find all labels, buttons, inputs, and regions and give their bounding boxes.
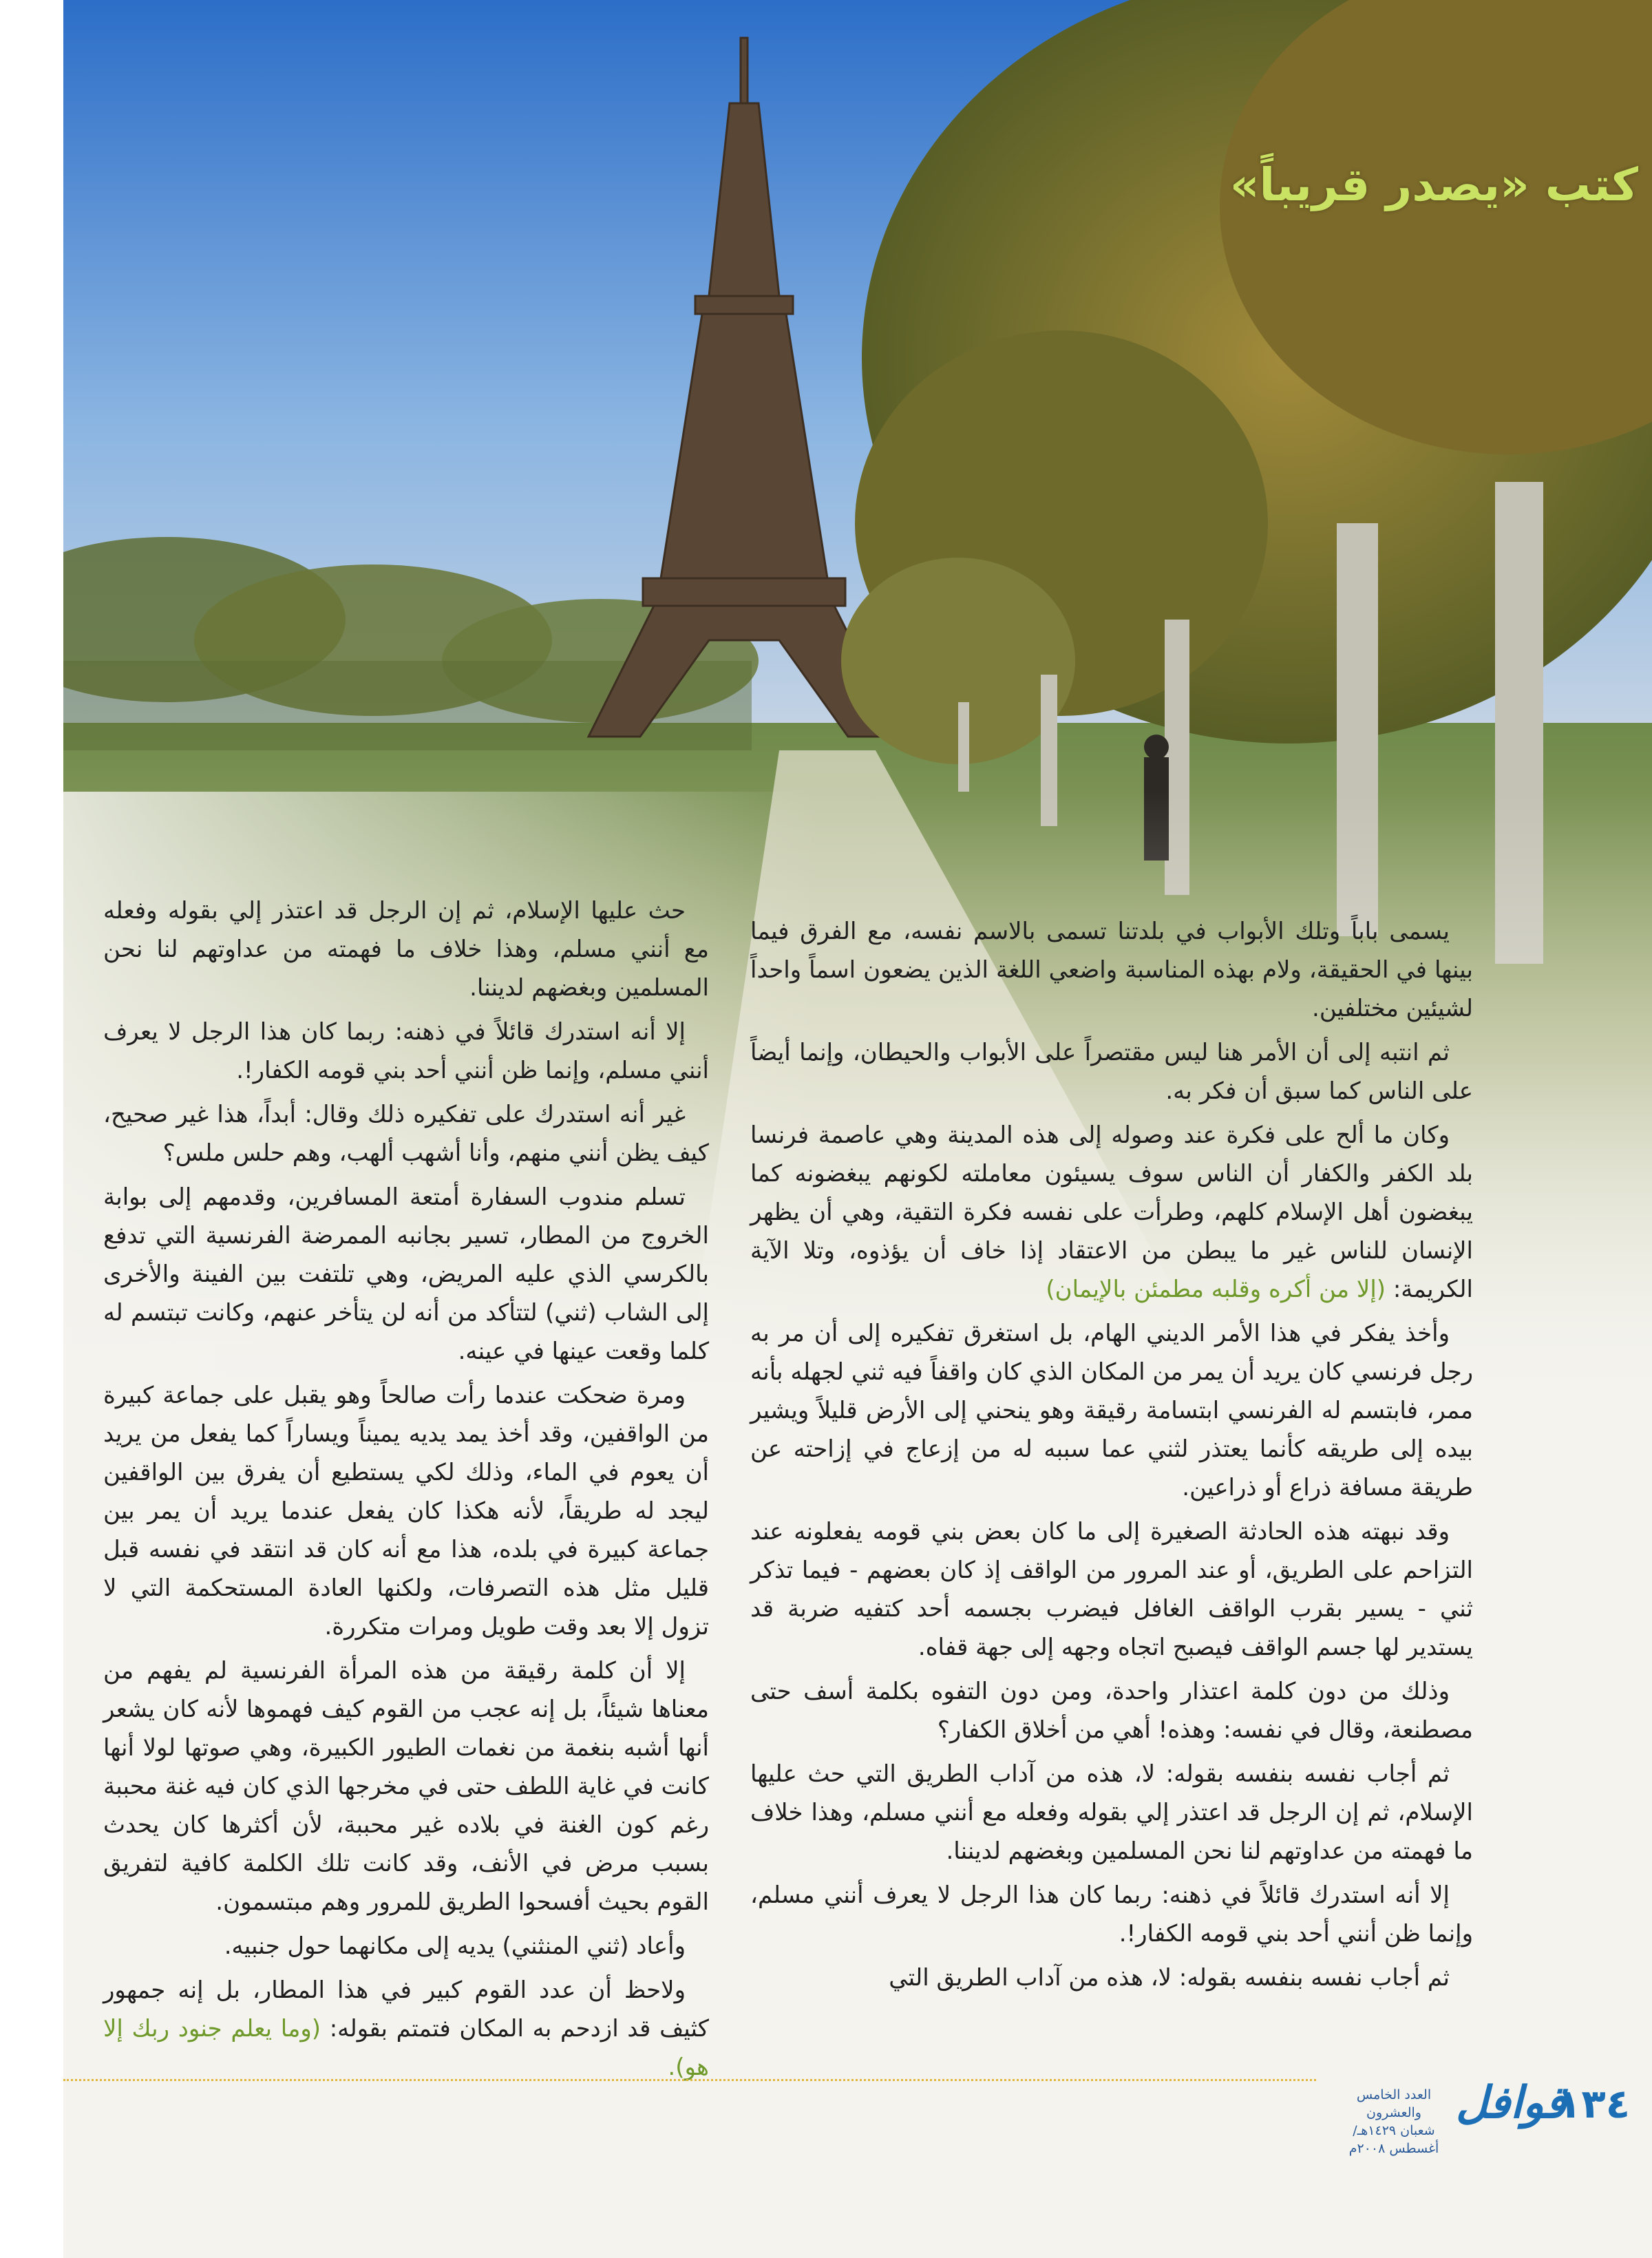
issue-date: شعبان ١٤٢٩هـ/ أغسطس ٢٠٠٨م: [1348, 2123, 1439, 2156]
paragraph: وذلك من دون كلمة اعتذار واحدة، ومن دون التفوه بكلمة أسف حتى مصطنعة، وقال في نفسه: وهذه! أهي من أخلاق الكفار؟: [750, 1678, 1473, 1744]
quran-verse: (وما يعلم جنود ربك إلا هو).: [103, 2015, 709, 2081]
paragraph: [103, 1971, 709, 2087]
issue-info: [1335, 2086, 1452, 2157]
article-column-right: [750, 912, 1473, 2003]
article-column-left: [103, 891, 709, 2092]
footer-divider: [63, 2079, 1316, 2081]
section-title: كتب «يصدر قريباً»: [1229, 158, 1638, 211]
paragraph-text: وكان ما ألح على فكرة عند وصوله إلى هذه المدينة وهي عاصمة فرنسا بلد الكفر والكفار أن الناس سوف يسيئون معاملته لكونهم يبغضونه كما يبغضون أهل الإسلام كلهم، وطرأت على نفسه فكرة التقية، وهي أن يظهر الإنسان للناس غير ما يبطن من الاعتقاد إذا خاف أن يؤذوه، وتلا الآية الكريمة:: [750, 1121, 1473, 1303]
paragraph: وأخذ يفكر في هذا الأمر الديني الهام، بل استغرق تفكيره إلى أن مر به رجل فرنسي كان يريد أن يمر من المكان الذي كان واقفاً فيه ثني لجهله بأنه ممر، فابتسم له الفرنسي ابتسامة رقيقة وهو ينحني إلى الأرض قليلاً ويشير بيده إلى طريقه كأنما يعتذر لثني عما سببه له من إزعاج في إزاحته عن طريقة مسافة ذراع أو ذراعين.: [750, 1320, 1473, 1501]
paragraph: تسلم مندوب السفارة أمتعة المسافرين، وقدمهم إلى بوابة الخروج من المطار، تسير بجانبه الممرضة الفرنسية التي تدفع بالكرسي الذي عليه المريض، وهي تلتفت بين الفينة والأخرى إلى الشاب (ثني) لتتأكد من أنه لن يتأخر عنهم، وكانت تبتسم له كلما وقعت عينها في عينه.: [103, 1183, 709, 1365]
paragraph-text: ولاحظ أن عدد القوم كبير في هذا المطار، بل إنه جمهور كثيف قد ازدحم به المكان فتمتم بقوله:: [103, 1976, 709, 2043]
magazine-logo: قوافل: [1456, 2078, 1567, 2129]
quran-verse: (إلا من أكره وقلبه مطمئن بالإيمان): [1046, 1276, 1386, 1303]
paragraph: وقد نبهته هذه الحادثة الصغيرة إلى ما كان بعض بني قومه يفعلونه عند التزاحم على الطريق، أو عند المرور من الواقف إذ كان بعضهم - فيما تذكر ثني - يسير بقرب الواقف الغافل فيضرب بجسمه أحد كتفيه ضربة قد يستدير لها جسم الواقف فيصبح اتجاه وجهه إلى جهة قفاه.: [750, 1518, 1473, 1661]
paragraph: إلا أنه استدرك قائلاً في ذهنه: ربما كان هذا الرجل لا يعرف أنني مسلم، وإنما ظن أنني أحد بني قومه الكفار!.: [103, 1018, 709, 1084]
paragraph: ثم أجاب نفسه بنفسه بقوله: لا، هذه من آداب الطريق التي حث عليها الإسلام، ثم إن الرجل قد اعتذر إلي بقوله وفعله مع أنني مسلم، وهذا خلاف ما فهمته من عداوتهم لنا نحن المسلمين وبغضهم لديننا.: [750, 1760, 1473, 1865]
paragraph: [750, 1116, 1473, 1309]
page-margin: [0, 0, 63, 2258]
paragraph: وأعاد (ثني المنثني) يديه إلى مكانهما حول جنبيه.: [224, 1932, 686, 1960]
paragraph: إلا أن كلمة رقيقة من هذه المرأة الفرنسية لم يفهم من معناها شيئاً، بل إنه عجب من القوم كيف فهموها لأنه كان يشعر أنها أشبه بنغمة من نغمات الطيور الكبيرة، وهي صوتها لولا أنها كانت في غاية اللطف حتى في مخرجها الذي كان فيه غنة محببة رغم كون الغنة في بلاده غير محببة، لأن أكثرها كان يحدث بسبب مرض في الأنف، وقد كانت تلك الكلمة كافية لتفريق القوم بحيث أفسحوا الطريق للمرور وهم مبتسمون.: [103, 1657, 709, 1916]
paragraph: ومرة ضحكت عندما رأت صالحاً وهو يقبل على جماعة كبيرة من الواقفين، وقد أخذ يمد يديه يميناً ويساراً كما يفعل من يريد أن يعوم في الماء، وذلك لكي يستطيع أن يفرق بين الواقفين ليجد له طريقاً، لأنه هكذا كان يفعل عندما يريد أن يمر بين جماعة كبيرة في بلده، هذا مع أنه كان قد انتقد في نفسه قبل قليل مثل هذه التصرفات، ولكنها العادة المستحكمة التي لا تزول إلا بعد وقت طويل ومرات متكررة.: [103, 1382, 709, 1640]
page-number: ١٣٤: [1557, 2080, 1631, 2127]
issue-number: العدد الخامس والعشرون: [1356, 2087, 1432, 2120]
paragraph: حث عليها الإسلام، ثم إن الرجل قد اعتذر إلي بقوله وفعله مع أنني مسلم، وهذا خلاف ما فهمته من عداوتهم لنا نحن المسلمين وبغضهم لديننا.: [103, 897, 709, 1002]
paragraph: يسمى باباً وتلك الأبواب في بلدتنا تسمى بالاسم نفسه، مع الفرق فيما بينها في الحقيقة، ولام بهذه المناسبة واضعي اللغة الذين يضعون اسماً واحداً لشيئين مختلفين.: [750, 918, 1473, 1022]
paragraph: غير أنه استدرك على تفكيره ذلك وقال: أبداً، هذا غير صحيح، كيف يظن أنني منهم، وأنا أشهب ألهب، وهم حلس ملس؟: [103, 1101, 709, 1167]
paragraph: إلا أنه استدرك قائلاً في ذهنه: ربما كان هذا الرجل لا يعرف أنني مسلم، وإنما ظن أنني أحد بني قومه الكفار!.: [750, 1881, 1473, 1948]
paragraph: ثم انتبه إلى أن الأمر هنا ليس مقتصراً على الأبواب والحيطان، وإنما أيضاً على الناس كما سبق أن فكر به.: [750, 1039, 1473, 1105]
paragraph: ثم أجاب نفسه بنفسه بقوله: لا، هذه من آداب الطريق التي: [889, 1964, 1450, 1992]
